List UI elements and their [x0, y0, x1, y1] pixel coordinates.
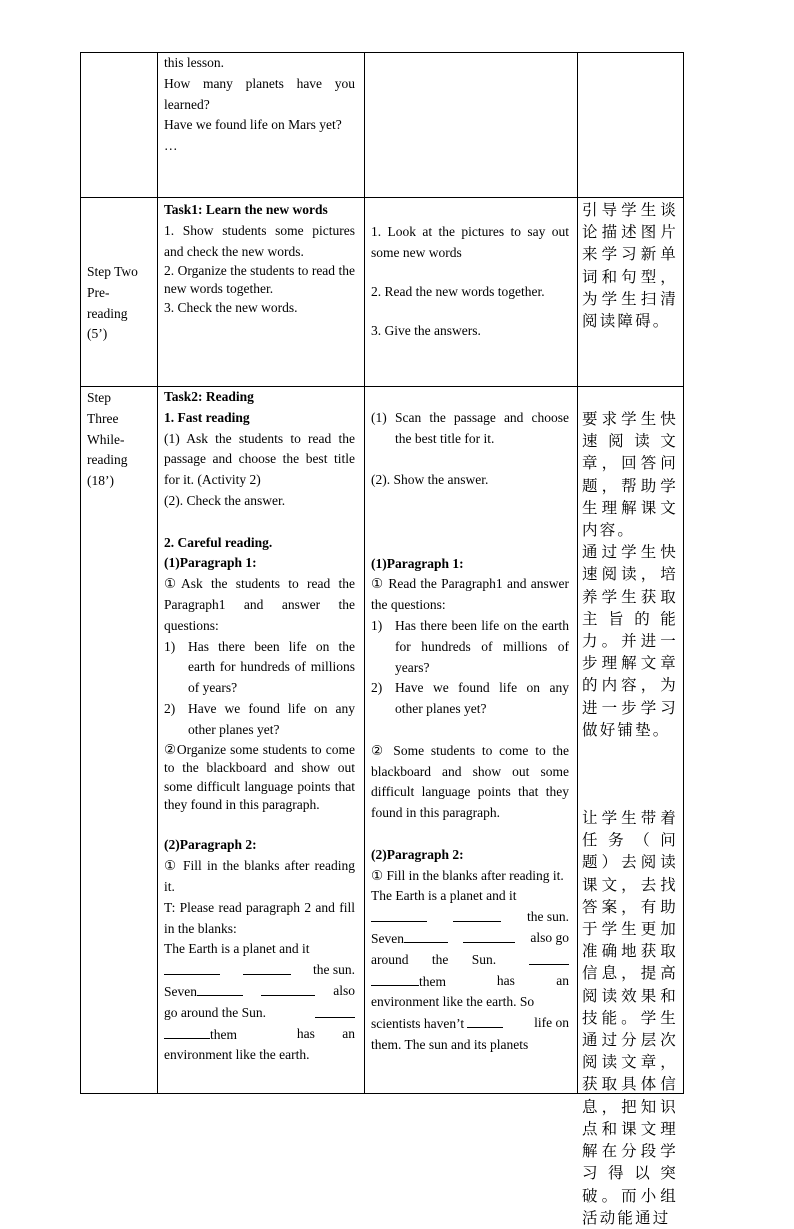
- paragraph2-title: (2)Paragraph 2:: [371, 846, 464, 862]
- teacher-step: 3. Check the new words.: [164, 300, 298, 316]
- row1-teacher-cell: [164, 53, 355, 157]
- student-p1-instruction: ① Read the Paragraph1 and answer the questions:: [371, 576, 569, 613]
- teacher-step: 2. Organize the students to read the new words together.: [164, 263, 355, 297]
- student-p2-instruction: ① Fill in the blanks after reading it.: [371, 867, 564, 883]
- column-divider-1: [157, 52, 158, 1094]
- fill-text: life on: [534, 1015, 569, 1031]
- row3-purpose-cell: [582, 408, 678, 1229]
- teacher-p2-prompt: T: Please read paragraph 2 and fill in the blanks:: [164, 899, 355, 936]
- purpose-text: 让学生带着任务（问题）去阅读课文，去找答案，有助于学生更加准确地获取信息，提高阅读效果和技能。学生通过分层次阅读文章，获取具体信息，把知识点和课文理解在分段学习得以突破。而小组活动能通过: [582, 809, 678, 1227]
- blank: [371, 971, 419, 986]
- blank: [197, 981, 243, 996]
- teacher-p1-organize: ②Organize some students to come to the blackboard and show out some difficult language points that they found in this paragraph.: [164, 741, 355, 813]
- spacer: [371, 720, 569, 741]
- row-divider-1: [80, 197, 684, 198]
- careful-reading-title: 2. Careful reading.: [164, 534, 273, 550]
- fast-reading-title: 1. Fast reading: [164, 409, 250, 425]
- spacer: [371, 533, 569, 554]
- table-border-left: [80, 52, 81, 1094]
- table-border-right: [683, 52, 684, 1094]
- row1-line: How many planets have you learned?: [164, 75, 355, 112]
- row3-student-cell: [371, 408, 569, 1056]
- row1-line: …: [164, 138, 178, 154]
- step-label-line: (5’): [87, 326, 108, 342]
- paragraph2-title: (2)Paragraph 2:: [164, 837, 257, 853]
- teacher-fast-step: (2). Check the answer.: [164, 492, 286, 508]
- blank: [529, 950, 569, 965]
- blank: [404, 928, 448, 943]
- spacer: [371, 824, 569, 845]
- fill-line: [371, 950, 569, 971]
- fill-text: scientists haven’t: [371, 1016, 465, 1032]
- fill-text: also: [333, 982, 355, 998]
- question-item: [371, 678, 569, 720]
- spacer: [164, 512, 355, 533]
- student-step: 3. Give the answers.: [371, 323, 481, 338]
- question-item: [164, 699, 355, 741]
- column-divider-3: [577, 52, 578, 1094]
- spacer: [371, 450, 569, 471]
- row3-step-cell: [87, 388, 155, 492]
- question-item: [371, 616, 569, 678]
- blank: [164, 1024, 210, 1039]
- step-label-line: While-: [87, 431, 125, 447]
- question-text: Has there been life on the earth for hundreds of millions of years?: [188, 638, 355, 696]
- blank: [463, 928, 515, 943]
- spacer: [371, 491, 569, 512]
- fill-line: [164, 1024, 355, 1046]
- fill-text: the sun.: [527, 909, 569, 925]
- blank: [453, 907, 501, 922]
- question-number: 1): [164, 638, 176, 654]
- fill-line: [371, 1013, 569, 1035]
- fill-line: environment like the earth.: [164, 1047, 310, 1063]
- paragraph1-title: (1)Paragraph 1:: [371, 555, 464, 571]
- step-label-line: (18’): [87, 473, 114, 489]
- spacer: [371, 301, 569, 321]
- question-number: 2): [164, 700, 176, 716]
- task1-title: Task1: Learn the new words: [164, 202, 328, 217]
- spacer: [164, 815, 355, 836]
- step-label-line: Step: [87, 390, 112, 405]
- fill-line: them. The sun and its planets: [371, 1036, 529, 1052]
- student-p1-activity: ② Some students to come to the blackboard and show out some difficult language points that they found in this paragraph.: [371, 742, 569, 821]
- step-label-line: reading: [87, 305, 128, 321]
- fill-line: [371, 971, 569, 993]
- question-item: [164, 637, 355, 699]
- fill-text: Seven: [164, 983, 197, 999]
- paragraph1-title: (1)Paragraph 1:: [164, 555, 257, 571]
- step-label-line: Step Two: [87, 264, 138, 279]
- teacher-p2-instruction: ① Fill in the blanks after reading it.: [164, 858, 355, 894]
- row1-line: Have we found life on Mars yet?: [164, 117, 342, 133]
- fill-line: [164, 1003, 355, 1024]
- spacer: [582, 741, 678, 807]
- fill-text: them: [419, 973, 446, 989]
- step-label-line: Three: [87, 410, 119, 426]
- fill-text: them: [210, 1026, 237, 1042]
- purpose-text: 引导学生谈论描述图片来学习新单词和句型，为学生扫清阅读障碍。: [582, 201, 678, 331]
- spacer: [371, 512, 569, 533]
- blank: [261, 981, 315, 996]
- blank: [315, 1003, 355, 1018]
- spacer: [371, 263, 569, 283]
- step-label-line: Pre-: [87, 284, 110, 300]
- fill-line: [371, 907, 569, 928]
- row3-teacher-cell: [164, 387, 355, 1066]
- student-step: 2. Read the new words together.: [371, 284, 545, 299]
- blank: [467, 1013, 503, 1028]
- question-text: Have we found life on any other planes yet?: [188, 700, 355, 737]
- student-fast-answer: (2). Show the answer.: [371, 472, 489, 488]
- fill-text: also go: [530, 929, 569, 945]
- question-number: 2): [371, 680, 383, 696]
- step-label-line: reading: [87, 452, 128, 468]
- item-text: Scan the passage and choose the best title for it.: [395, 410, 569, 446]
- fill-text: has an: [496, 972, 569, 988]
- fill-line: [164, 981, 355, 1003]
- row2-purpose-cell: [582, 199, 678, 332]
- question-text: Has there been life on the earth for hundreds of millions of years?: [395, 617, 569, 675]
- column-divider-2: [364, 52, 365, 1094]
- purpose-text: 要求学生快速阅读文章，回答问题，帮助学生理解课文内容。: [582, 410, 678, 540]
- fill-line: [371, 928, 569, 950]
- teacher-step: 1. Show students some pictures and check the new words.: [164, 222, 355, 259]
- fill-line: [164, 939, 355, 960]
- blank: [371, 907, 427, 922]
- question-number: 1): [371, 617, 383, 633]
- teacher-fast-step: (1) Ask the students to read the passage and choose the best title for it. (Activity 2): [164, 430, 355, 488]
- row2-teacher-cell: [164, 200, 355, 319]
- fill-line: The Earth is a planet and it: [371, 888, 517, 904]
- student-fast-item: [371, 408, 569, 450]
- fill-text: The Earth is a planet and it: [164, 941, 310, 957]
- row2-student-cell: [371, 221, 569, 342]
- fill-text: go around the Sun.: [164, 1004, 266, 1020]
- fill-line: [164, 960, 355, 981]
- blank: [164, 960, 220, 975]
- blank: [243, 960, 291, 975]
- purpose-text: 通过学生快速阅读，培养学生获取主旨的能力。并进一步理解文章的内容，为进一步学习做好铺垫。: [582, 543, 678, 739]
- fill-text: Seven: [371, 930, 404, 946]
- student-step: 1. Look at the pictures to say out some new words: [371, 224, 569, 260]
- row1-line: this lesson.: [164, 55, 225, 70]
- teacher-p1-instruction: ①Ask the students to read the Paragraph1 and answer the questions:: [164, 576, 355, 633]
- fill-text: the sun.: [313, 962, 355, 978]
- row2-step-cell: [87, 262, 155, 345]
- task2-title: Task2: Reading: [164, 389, 254, 404]
- item-number: (1): [371, 410, 387, 425]
- fill-text: has an: [296, 1025, 355, 1041]
- fill-line: environment like the earth. So: [371, 994, 535, 1010]
- question-text: Have we found life on any other planes yet?: [395, 680, 569, 717]
- fill-text: around the Sun.: [371, 951, 497, 967]
